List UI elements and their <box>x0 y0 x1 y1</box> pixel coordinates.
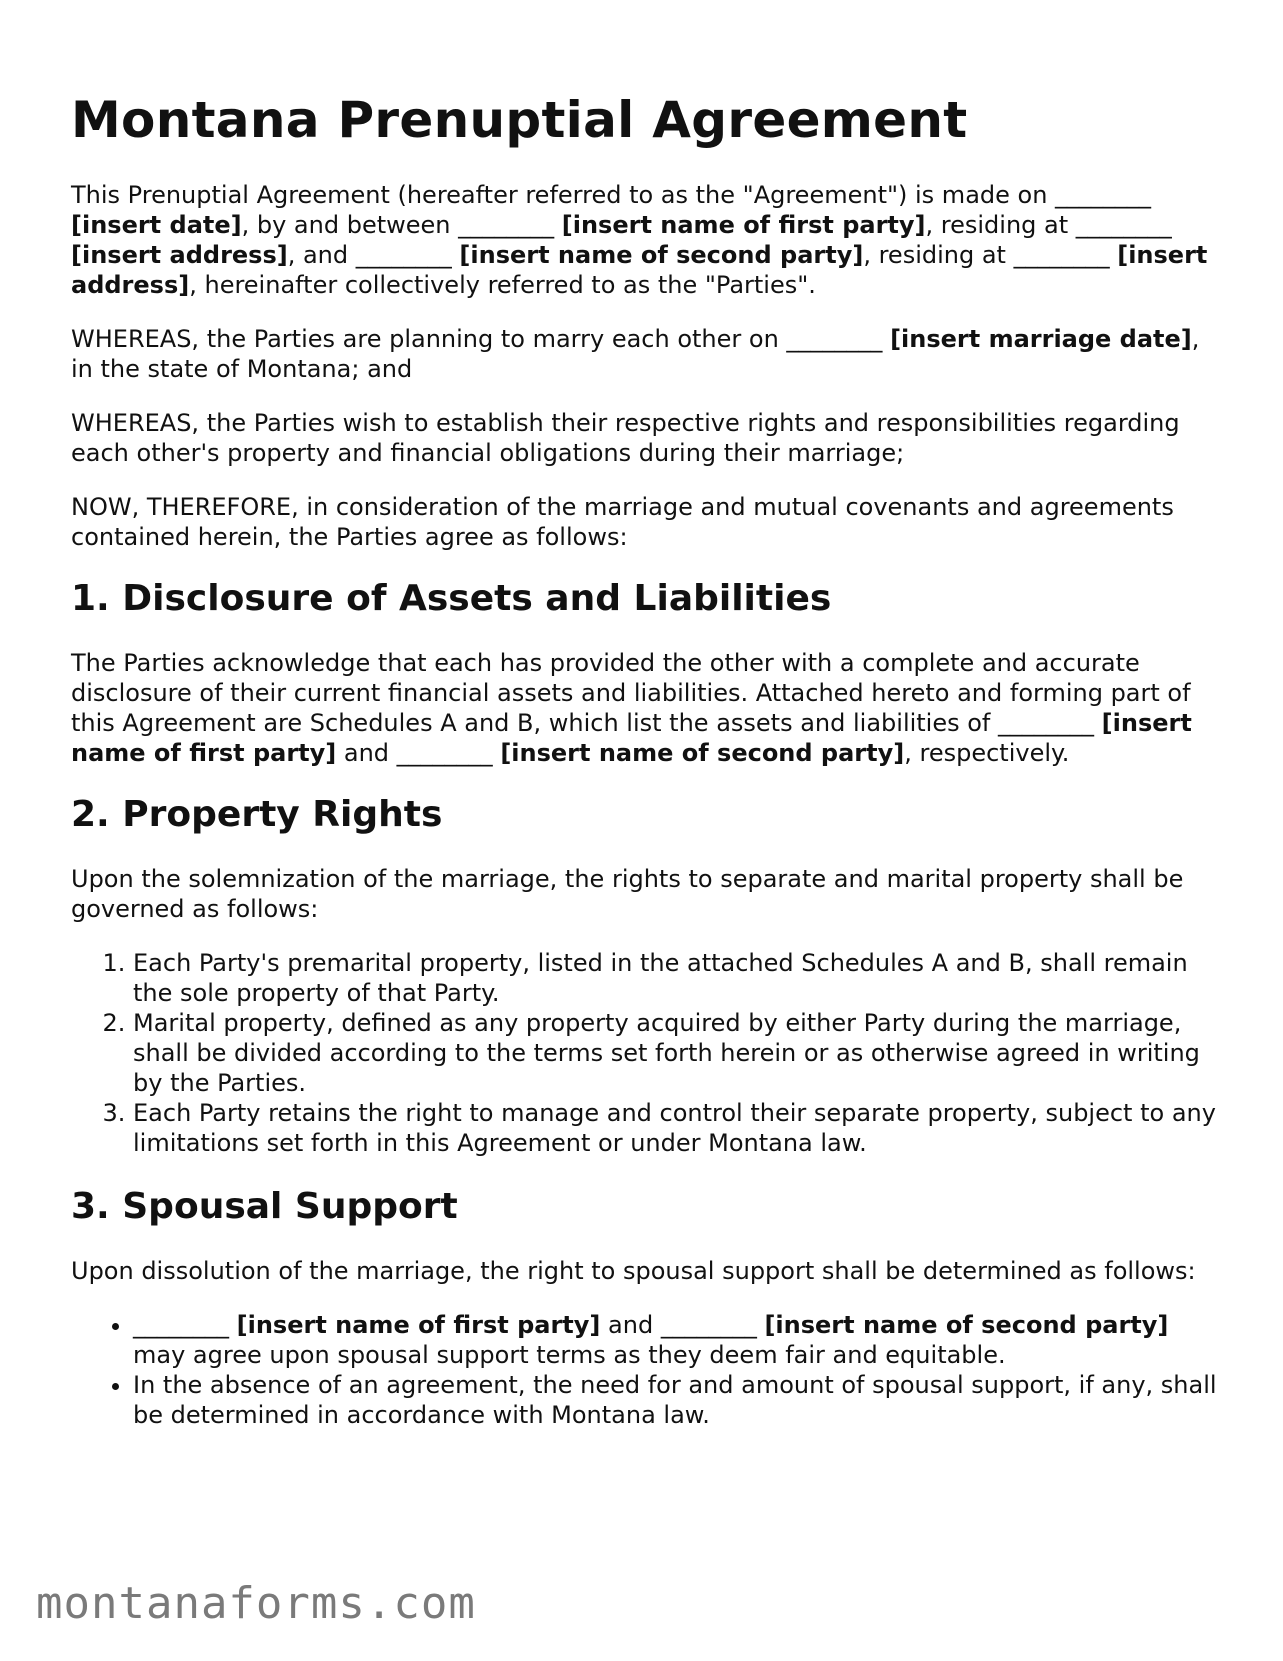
document-page <box>71 88 1221 1456</box>
list-item: 2. Marital property, defined as any property acquired by either Party during the marriage, shall be divided according to the terms set forth herein or as otherwise agreed in writing by the Parties. <box>133 1008 1221 1098</box>
blank-line: ________ <box>786 325 883 353</box>
second-party-placeholder: [insert name of second party] <box>764 1311 1169 1339</box>
address-placeholder: [insert address] <box>71 241 1208 299</box>
whereas-rights-paragraph: WHEREAS, the Parties wish to establish their respective rights and responsibilities regarding each other's property and financial obligations during their marriage; <box>71 409 1180 467</box>
spousal-support-list <box>71 1310 1221 1430</box>
first-party-placeholder: [insert name of first party] <box>71 709 1192 767</box>
section-1-heading: 1. Disclosure of Assets and Liabilities <box>71 578 832 619</box>
section-3-heading: 3. Spousal Support <box>71 1186 458 1227</box>
blank-line: ________ <box>396 739 493 767</box>
blank-line: ________ <box>660 1311 757 1339</box>
blank-line: ________ <box>133 1311 229 1339</box>
watermark: montanaforms.com <box>36 1578 476 1629</box>
date-placeholder: [insert date] <box>71 211 242 239</box>
blank-line: ________ <box>355 241 452 269</box>
now-therefore-paragraph: NOW, THEREFORE, in consideration of the marriage and mutual covenants and agreements contained herein, the Parties agree as follows: <box>71 493 1174 551</box>
blank-line: ________ <box>458 211 555 239</box>
section-2-heading: 2. Property Rights <box>71 794 443 835</box>
second-party-placeholder: [insert name of second party] <box>500 739 905 767</box>
address-placeholder: [insert address] <box>71 241 288 269</box>
property-rights-list <box>71 948 1221 1158</box>
second-party-placeholder: [insert name of second party] <box>459 241 864 269</box>
list-item: • ________ [insert name of first party] and ________ [insert name of second party] may agree upon spousal support terms as they deem fair and equitable. <box>133 1310 1221 1370</box>
section-2-intro: Upon the solemnization of the marriage, the rights to separate and marital property shall be governed as follows: <box>71 865 1184 923</box>
whereas-marriage-paragraph: WHEREAS, the Parties are planning to marry each other on ________ [insert marriage date], in the state of Montana; and <box>71 325 1200 383</box>
blank-line: ________ <box>1075 211 1172 239</box>
list-item: 1. Each Party's premarital property, listed in the attached Schedules A and B, shall remain the sole property of that Party. <box>133 948 1221 1008</box>
blank-line: ________ <box>1055 181 1152 209</box>
section-1-paragraph: The Parties acknowledge that each has provided the other with a complete and accurate disclosure of their current financial assets and liabilities. Attached hereto and forming part of this Agreement are Schedules A and B, which list the assets and liabilities of ________ [insert name of first party] and ________ [insert name of second party], respectively. <box>71 649 1192 767</box>
blank-line: ________ <box>998 709 1095 737</box>
list-item: • In the absence of an agreement, the need for and amount of spousal support, if any, shall be determined in accordance with Montana law. <box>133 1370 1221 1430</box>
list-item: 3. Each Party retains the right to manage and control their separate property, subject to any limitations set forth in this Agreement or under Montana law. <box>133 1098 1221 1158</box>
first-party-placeholder: [insert name of first party] <box>236 1311 601 1339</box>
first-party-placeholder: [insert name of first party] <box>561 211 926 239</box>
blank-line: ________ <box>1013 241 1110 269</box>
section-3-intro: Upon dissolution of the marriage, the right to spousal support shall be determined as follows: <box>71 1257 1196 1285</box>
document-title: Montana Prenuptial Agreement <box>71 91 968 149</box>
intro-paragraph: This Prenuptial Agreement (hereafter referred to as the "Agreement") is made on ________ [insert date], by and between ________ [insert name of first party], residing at ________ [insert address], and ________ [insert name of second party], residing at ________ [insert address], hereinafter collectively referred to as the "Parties". <box>71 181 1208 299</box>
marriage-date-placeholder: [insert marriage date] <box>890 325 1192 353</box>
